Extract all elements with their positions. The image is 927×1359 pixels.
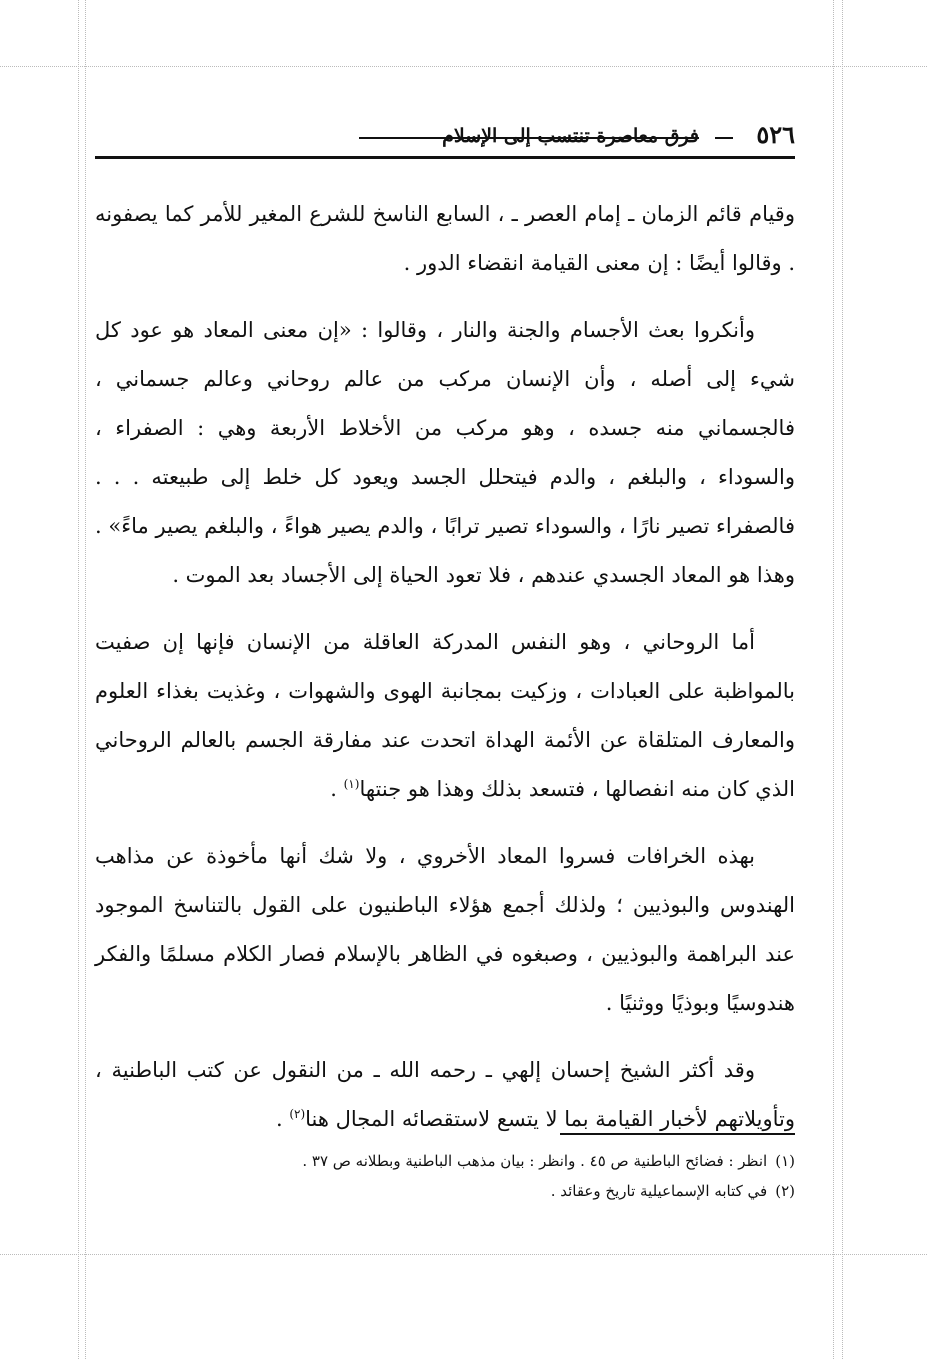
footnote [95, 1146, 795, 1176]
paragraph-text: بهذه الخرافات فسروا المعاد الأخروي ، ولا شك أنها مأخوذة عن مذاهب الهندوس والبوذيين ؛ ولذلك أجمع هؤلاء الباطنيون على القول بالتناسخ الموجود عند البراهمة والبوذيين ، وصبغوه في الظاهر بالإسلام فصار الكلام مسلمًا والفكر هندوسيًا وبوذيًا ووثنيًا . [95, 844, 795, 1015]
scan-guide-line [85, 0, 86, 1359]
scan-guide-line [842, 0, 843, 1359]
scan-guide-line [0, 66, 927, 67]
paragraph-text: وأنكروا بعث الأجسام والجنة والنار ، وقالوا : «إن معنى المعاد هو عود كل شيء إلى أصله ، وأن الإنسان مركب من عالم روحاني وعالم جسماني ، فالجسماني منه جسده ، وهو مركب من الأخلاط الأربعة وهي : الصفراء ، والسوداء ، والبلغم ، والدم فيتحلل الجسد ويعود كل خلط إلى طبيعته . . . فالصفراء تصير نارًا ، والسوداء تصير ترابًا ، والدم يصير هواءً ، والبلغم يصير ماءً» . وهذا هو المعاد الجسدي عندهم ، فلا تعود الحياة إلى الأجساد بعد الموت . [95, 318, 795, 587]
paragraph-text: وقيام قائم الزمان ـ إمام العصر ـ ، السابع الناسخ للشرع المغير للأمر كما يصفونه . وقالوا أيضًا : إن معنى القيامة انقضاء الدور . [95, 202, 795, 275]
footnote-text: انظر : فضائح الباطنية ص ٤٥ . وانظر : بيان مذهب الباطنية وبطلانه ص ٣٧ . [302, 1152, 768, 1170]
footnote-reference[interactable]: (٢) [289, 1107, 306, 1121]
header-rule [359, 137, 699, 139]
scan-guide-line [833, 0, 834, 1359]
book-title: فرق معاصرة تنتسب إلى الإسلام [442, 125, 699, 147]
paragraph-end: . [330, 777, 344, 801]
header-rule [715, 137, 733, 139]
paragraph [95, 618, 795, 814]
running-header [95, 118, 795, 164]
body-text [95, 190, 795, 1162]
paragraph [95, 832, 795, 1028]
paragraph [95, 1046, 795, 1144]
paragraph-text: وقد أكثر الشيخ إحسان إلهي ـ رحمه الله ـ من النقول عن كتب الباطنية ، وتأويلاتهم لأخبار القيامة بما لا يتسع لاستقصائه المجال هنا [95, 1058, 795, 1131]
footnote-marker: (١) [775, 1152, 795, 1170]
footnote-separator [560, 1133, 795, 1135]
footnote-reference[interactable]: (١) [343, 777, 360, 791]
header-underline [95, 156, 795, 159]
page-number: ٥٢٦ [756, 120, 795, 149]
footnote-marker: (٢) [775, 1182, 795, 1200]
paragraph [95, 306, 795, 600]
footnotes [95, 1146, 795, 1206]
paragraph [95, 190, 795, 288]
scan-guide-line [0, 1254, 927, 1255]
footnote-text: في كتابه الإسماعيلية تاريخ وعقائد . [550, 1182, 768, 1200]
footnote [95, 1176, 795, 1206]
paragraph-text: أما الروحاني ، وهو النفس المدركة العاقلة من الإنسان فإنها إن صفيت بالمواظبة على العبادات ، وزكيت بمجانبة الهوى والشهوات ، وغذيت بغذاء العلوم والمعارف المتلقاة عن الأئمة الهداة اتحدت عند مفارقة الجسم بالعالم الروحاني الذي كان منه انفصالها ، فتسعد بذلك وهذا هو جنتها [95, 630, 795, 801]
scan-guide-line [78, 0, 79, 1359]
paragraph-end: . [275, 1107, 290, 1131]
